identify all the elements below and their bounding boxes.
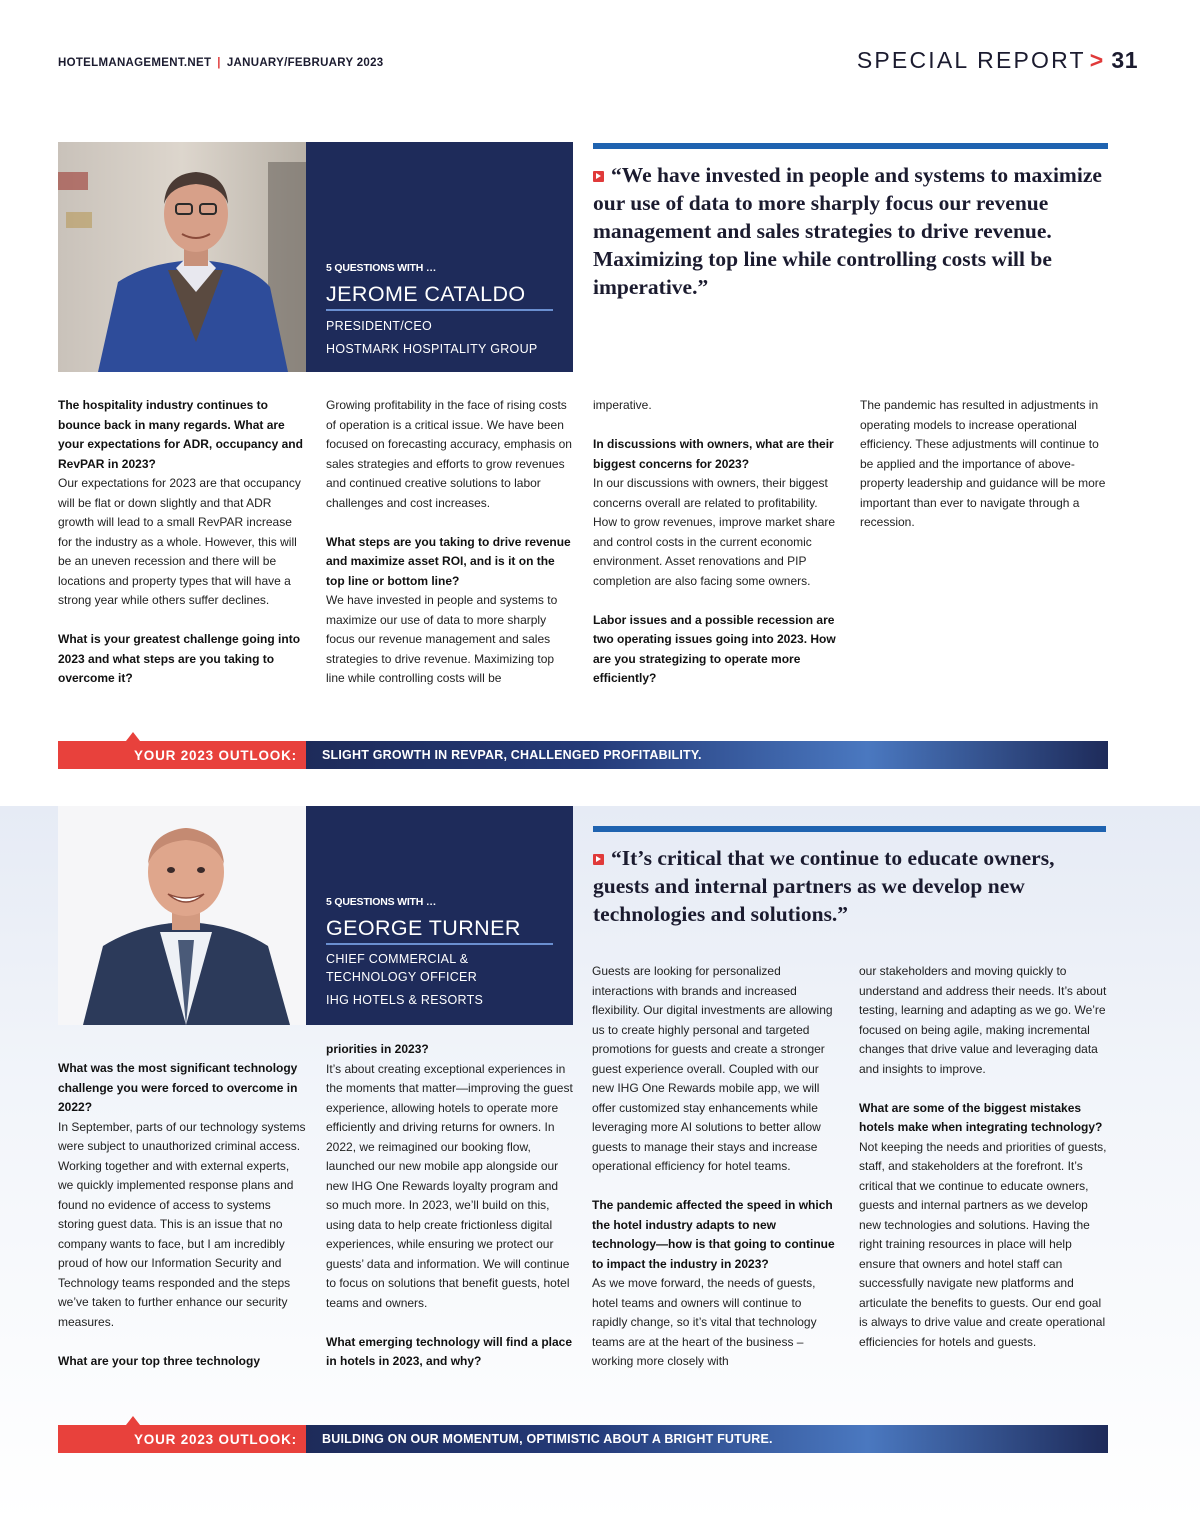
qa-item bbox=[326, 533, 574, 689]
card-kicker: 5 QUESTIONS WITH … bbox=[326, 896, 437, 908]
interviewee-title-line-1: CHIEF COMMERCIAL & bbox=[326, 952, 469, 966]
article-column bbox=[58, 1059, 306, 1371]
qa-item bbox=[58, 1352, 306, 1372]
answer: In our discussions with owners, their biggest concerns overall are related to profitability. How to grow revenues, improve market share and control costs in the current economic environment. Asset renovations and PIP completion are also facing some owners. bbox=[593, 476, 836, 588]
article-column bbox=[860, 396, 1108, 533]
masthead-separator: | bbox=[217, 57, 221, 69]
article-column bbox=[859, 962, 1107, 1352]
interviewee-name: GEORGE TURNER bbox=[326, 916, 521, 940]
site-name: HOTELMANAGEMENT.NET bbox=[58, 57, 212, 69]
pull-quote bbox=[593, 161, 1108, 301]
answer: Our expectations for 2023 are that occupancy will be flat or down slightly and that ADR growth will lead to a small RevPAR increase for the industry as a whole. However, this will be an uneven recession and there will be locations and property types that will have a strong year while others suffer declines. bbox=[58, 476, 301, 607]
page-number: 31 bbox=[1111, 47, 1138, 73]
masthead-right bbox=[857, 47, 1138, 74]
answer: In September, parts of our technology systems were subject to unauthorized criminal access. Working together and with external experts, we quickly implemented response plans and found no evidence of access to systems storing guest data. This is an issue that no company wants to face, but I am incredibly proud of how our Information Security and Technology teams responded and the steps we’ve taken to further enhance our security measures. bbox=[58, 1119, 306, 1329]
outlook-banner bbox=[58, 741, 1108, 769]
article-column bbox=[326, 396, 574, 689]
question: What is your greatest challenge going into 2023 and what steps are you taking to overcome it? bbox=[58, 632, 301, 685]
namecard-turner bbox=[306, 806, 573, 1025]
interviewee-name: JEROME CATALDO bbox=[326, 282, 526, 306]
pull-quote bbox=[593, 844, 1106, 928]
answer: our stakeholders and moving quickly to understand and address their needs. It’s about testing, learning and adapting as we go. We’re focused on being agile, making incremental changes that drive value and leveraging data and insights to improve. bbox=[859, 964, 1107, 1076]
answer: Not keeping the needs and priorities of guests, staff, and stakeholders at the forefront. It’s critical that we continue to educate owners, guests and internal partners as we develop new technologies and solutions. Having the right training resources in place will help ensure that owners and hotel staff can successfully navigate new platforms and articulate the benefits to guests. Our end goal is always to drive value and create operational efficiencies for hotels and guests. bbox=[859, 1139, 1107, 1349]
qa-item bbox=[860, 396, 1108, 533]
interviewee-title: PRESIDENT/CEO bbox=[326, 319, 432, 333]
answer: Growing profitability in the face of rising costs of operation is a critical issue. We have been focused on forecasting accuracy, emphasis on sales strategies and efforts to grow revenues and continued creative solutions to labor challenges and cost increases. bbox=[326, 398, 572, 510]
interviewee-company: HOSTMARK HOSPITALITY GROUP bbox=[326, 342, 538, 356]
portrait-photo-cataldo bbox=[58, 142, 306, 372]
qa-item bbox=[58, 396, 306, 611]
outlook-notch bbox=[126, 732, 140, 741]
interviewee-title-line-2: TECHNOLOGY OFFICER bbox=[326, 970, 478, 984]
qa-item bbox=[326, 1040, 574, 1313]
interviewee-company: IHG HOTELS & RESORTS bbox=[326, 993, 484, 1007]
answer: The pandemic has resulted in adjustments in operating models to increase operational efficiency. These adjustments will continue to be applied and the importance of above-property leadership and guidance will be more important than ever to navigate through a recession. bbox=[860, 398, 1106, 529]
outlook-text: SLIGHT GROWTH IN REVPAR, CHALLENGED PROFITABILITY. bbox=[322, 748, 702, 762]
name-underline bbox=[326, 943, 553, 945]
outlook-text-box bbox=[306, 1425, 1108, 1453]
question: In discussions with owners, what are their biggest concerns for 2023? bbox=[593, 437, 834, 471]
article-column bbox=[592, 962, 840, 1372]
question: The pandemic affected the speed in which the hotel industry adapts to new technology—how is that going to continue to impact the industry in 2023? bbox=[592, 1198, 835, 1271]
question: priorities in 2023? bbox=[326, 1042, 429, 1056]
qa-item bbox=[326, 396, 574, 513]
question: What are some of the biggest mistakes hotels make when integrating technology? bbox=[859, 1100, 1103, 1134]
article-column bbox=[58, 396, 306, 689]
card-kicker: 5 QUESTIONS WITH … bbox=[326, 262, 437, 274]
outlook-label: YOUR 2023 OUTLOOK: bbox=[134, 1432, 297, 1447]
qa-item bbox=[593, 435, 841, 591]
question: What was the most significant technology challenge you were forced to overcome in 2022? bbox=[58, 1061, 298, 1114]
answer: We have invested in people and systems to maximize our use of data to more sharply focus our revenue management and sales strategies to drive revenue. Maximizing top line while controlling costs will be bbox=[326, 593, 558, 685]
pull-quote-text: “We have invested in people and systems to maximize our use of data to more sharply focus our revenue management and sales strategies to drive revenue. Maximizing top line while controlling costs will be imperative.” bbox=[593, 163, 1102, 299]
qa-item bbox=[58, 1059, 306, 1332]
masthead-left bbox=[58, 57, 384, 69]
quote-arrow-icon bbox=[593, 171, 604, 182]
outlook-banner bbox=[58, 1425, 1108, 1453]
article-column bbox=[326, 1040, 574, 1372]
qa-item bbox=[593, 611, 841, 689]
issue-date: JANUARY/FEBRUARY 2023 bbox=[226, 57, 384, 69]
section-title: SPECIAL REPORT bbox=[856, 47, 1086, 73]
name-underline bbox=[326, 309, 553, 311]
namecard-cataldo bbox=[306, 142, 573, 372]
outlook-label: YOUR 2023 OUTLOOK: bbox=[134, 748, 297, 763]
section-arrow: > bbox=[1089, 47, 1106, 73]
quote-arrow-icon bbox=[593, 854, 604, 865]
quote-rule bbox=[593, 826, 1106, 832]
outlook-notch bbox=[126, 1416, 140, 1425]
answer: imperative. bbox=[593, 398, 652, 412]
answer: It’s about creating exceptional experiences in the moments that matter—improving the guest experience, allowing hotels to operate more efficiently and driving returns for owners. In 2022, we reimagined our booking flow, launched our new mobile app alongside our new IHG One Rewards loyalty program and so much more. In 2023, we’ll build on this, using data to help create frictionless digital experiences, while ensuring we protect our guests’ data and information. We will continue to focus on solutions that benefit guests, hotel teams and owners. bbox=[326, 1061, 573, 1310]
question: What are your top three technology bbox=[58, 1353, 261, 1368]
question: What emerging technology will find a place in hotels in 2023, and why? bbox=[326, 1334, 573, 1368]
question: What steps are you taking to drive revenue and maximize asset ROI, and is it on the top line or bottom line? bbox=[326, 534, 571, 588]
qa-item bbox=[592, 1196, 840, 1372]
qa-item bbox=[859, 1099, 1107, 1353]
qa-item bbox=[592, 962, 840, 1177]
outlook-text: BUILDING ON OUR MOMENTUM, OPTIMISTIC ABOUT A BRIGHT FUTURE. bbox=[322, 1432, 773, 1446]
portrait-photo-turner bbox=[58, 806, 306, 1025]
qa-item bbox=[326, 1333, 574, 1372]
question: Labor issues and a possible recession are two operating issues going into 2023. How are you strategizing to operate more efficiently? bbox=[593, 612, 836, 685]
answer: As we move forward, the needs of guests, hotel teams and owners will continue to rapidly change, so it’s vital that technology teams are at the heart of the business – working more closely with bbox=[592, 1276, 817, 1368]
pull-quote-text: “It’s critical that we continue to educate owners, guests and internal partners as we develop new technologies and solutions.” bbox=[593, 846, 1055, 926]
quote-rule bbox=[593, 143, 1108, 149]
answer: Guests are looking for personalized interactions with brands and increased flexibility. Our digital investments are allowing us to create highly personal and targeted promotions for guests and create a stronger guest experience overall. Coupled with our new IHG One Rewards mobile app, we will offer customized stay enhancements while leveraging more AI solutions to better allow guests to manage their stays and increase operational efficiency for hotel teams. bbox=[592, 964, 833, 1173]
article-column bbox=[593, 396, 841, 689]
outlook-text-box bbox=[306, 741, 1108, 769]
qa-item bbox=[58, 630, 306, 689]
qa-item bbox=[593, 396, 841, 416]
question: The hospitality industry continues to bounce back in many regards. What are your expectations for ADR, occupancy and RevPAR in 2023? bbox=[58, 398, 303, 471]
qa-item bbox=[859, 962, 1107, 1079]
